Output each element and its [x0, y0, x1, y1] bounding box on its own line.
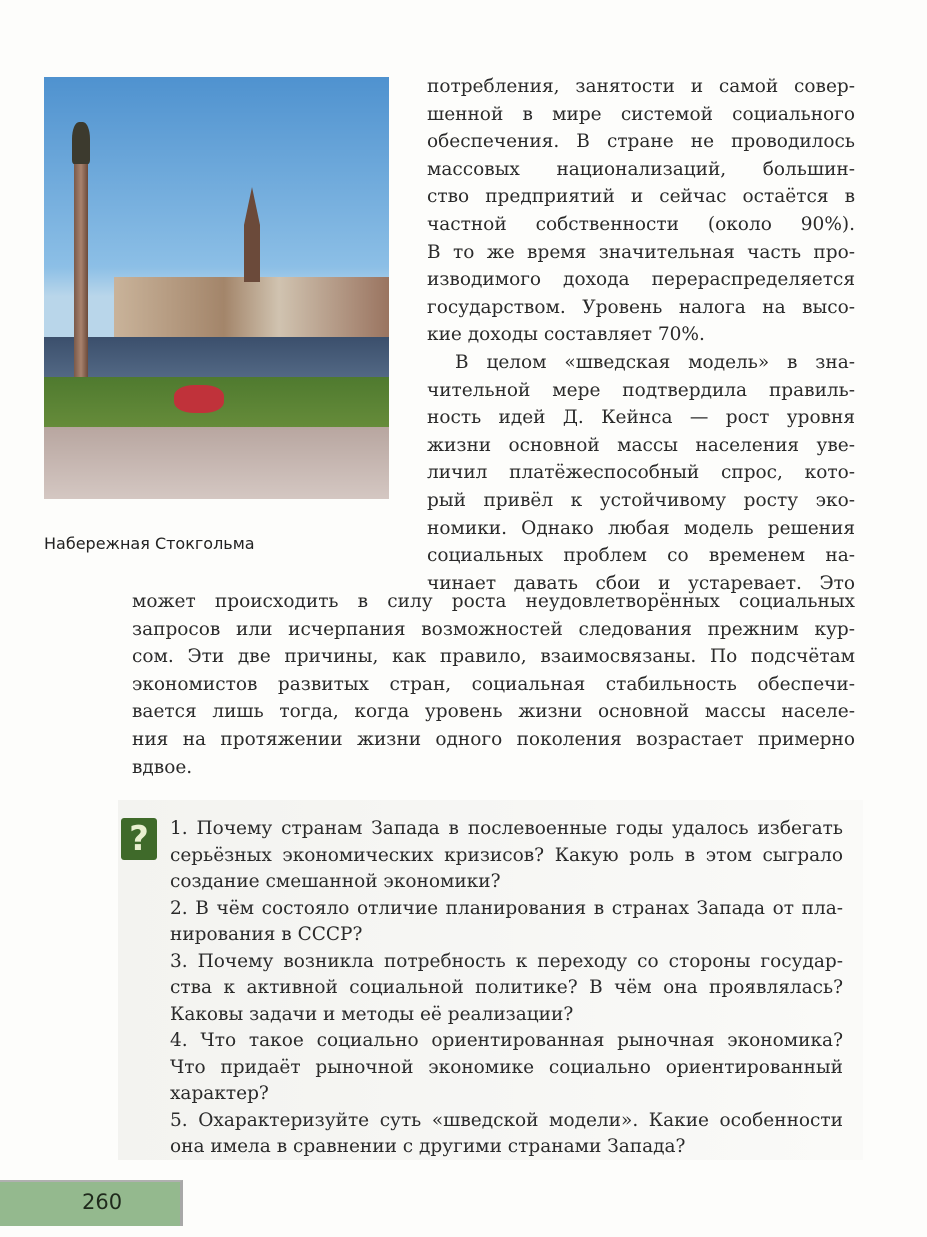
text-line: массовых национализаций, большин- — [427, 158, 855, 180]
text-line: изводимого дохода перераспределяется — [427, 269, 855, 291]
text-line: ство предприятий и сейчас остаётся в — [427, 186, 855, 208]
stockholm-embankment-photo — [44, 77, 389, 499]
question-line: Что придаёт рыночной экономике социально ориентированный — [170, 1056, 843, 1078]
text-line: жизни основной массы населения уве- — [427, 434, 855, 456]
text-line: номики. Однако любая модель решения — [427, 517, 855, 539]
text-line: государством. Уровень налога на высо- — [427, 296, 855, 318]
text-line: В целом «шведская модель» в зна- — [455, 352, 855, 373]
page-number: 260 — [82, 1190, 123, 1214]
text-line: ния на протяжении жизни одного поколения возрастает примерно — [132, 729, 855, 750]
text-line: чительной мере подтвердила правиль- — [427, 379, 855, 401]
text-line: потребления, занятости и самой совер- — [427, 76, 855, 97]
question-line: 1. Почему странам Запада в послевоенные годы удалось избегать — [170, 818, 843, 839]
question-line: 2. В чём состояло отличие планирования в странах Запада от пла- — [170, 897, 843, 919]
text-line: вдвое. — [132, 756, 193, 778]
text-line: обеспечения. В стране не проводилось — [427, 131, 855, 153]
text-line: чинает давать сбои и устаревает. Это — [427, 572, 855, 594]
text-line: шенной в мире системой социального — [427, 103, 855, 125]
question-line: 3. Почему возникла потребность к переходу со стороны государ- — [170, 950, 843, 972]
question-line: ства к активной социальной политике? В чём она проявлялась? — [170, 977, 843, 998]
page-number-bar — [0, 1180, 183, 1226]
text-line: запросов или исчерпания возможностей следования прежним кур- — [132, 618, 855, 640]
text-line: экономистов развитых стран, социальная стабильность обеспечи- — [132, 673, 855, 695]
question-line: создание смешанной экономики? — [170, 871, 501, 892]
question-line: 5. Охарактеризуйте суть «шведской модели». Какие особенности — [170, 1109, 843, 1131]
question-icon: ? — [121, 818, 157, 860]
text-line: ность идей Д. Кейнса — рост уровня — [427, 407, 855, 429]
question-line: 4. Что такое социально ориентированная рыночная экономика? — [170, 1030, 843, 1051]
photo-caption: Набережная Стокгольма — [44, 534, 255, 553]
question-line: нирования в СССР? — [170, 924, 363, 945]
question-line: Каковы задачи и методы её реализации? — [170, 1003, 574, 1025]
text-line: рый привёл к устойчивому росту эко- — [427, 490, 855, 511]
text-line: сом. Эти две причины, как правило, взаимосвязаны. По подсчётам — [132, 646, 855, 668]
text-line: В то же время значительная часть про- — [427, 241, 855, 263]
text-line: социальных проблем со временем на- — [427, 545, 855, 567]
text-line: может происходить в силу роста неудовлетворённых социальных — [132, 591, 855, 612]
text-line: кие доходы составляет 70%. — [427, 324, 705, 346]
question-line: характер? — [170, 1083, 269, 1104]
question-line: серьёзных экономических кризисов? Какую роль в этом сыграло — [170, 844, 843, 866]
text-line: личил платёжеспособный спрос, кото- — [427, 462, 855, 484]
question-line: она имела в сравнении с другими странами Запада? — [170, 1136, 686, 1157]
text-line: вается лишь тогда, когда уровень жизни основной массы населе- — [132, 701, 855, 723]
text-line: частной собственности (около 90%). — [427, 214, 855, 235]
